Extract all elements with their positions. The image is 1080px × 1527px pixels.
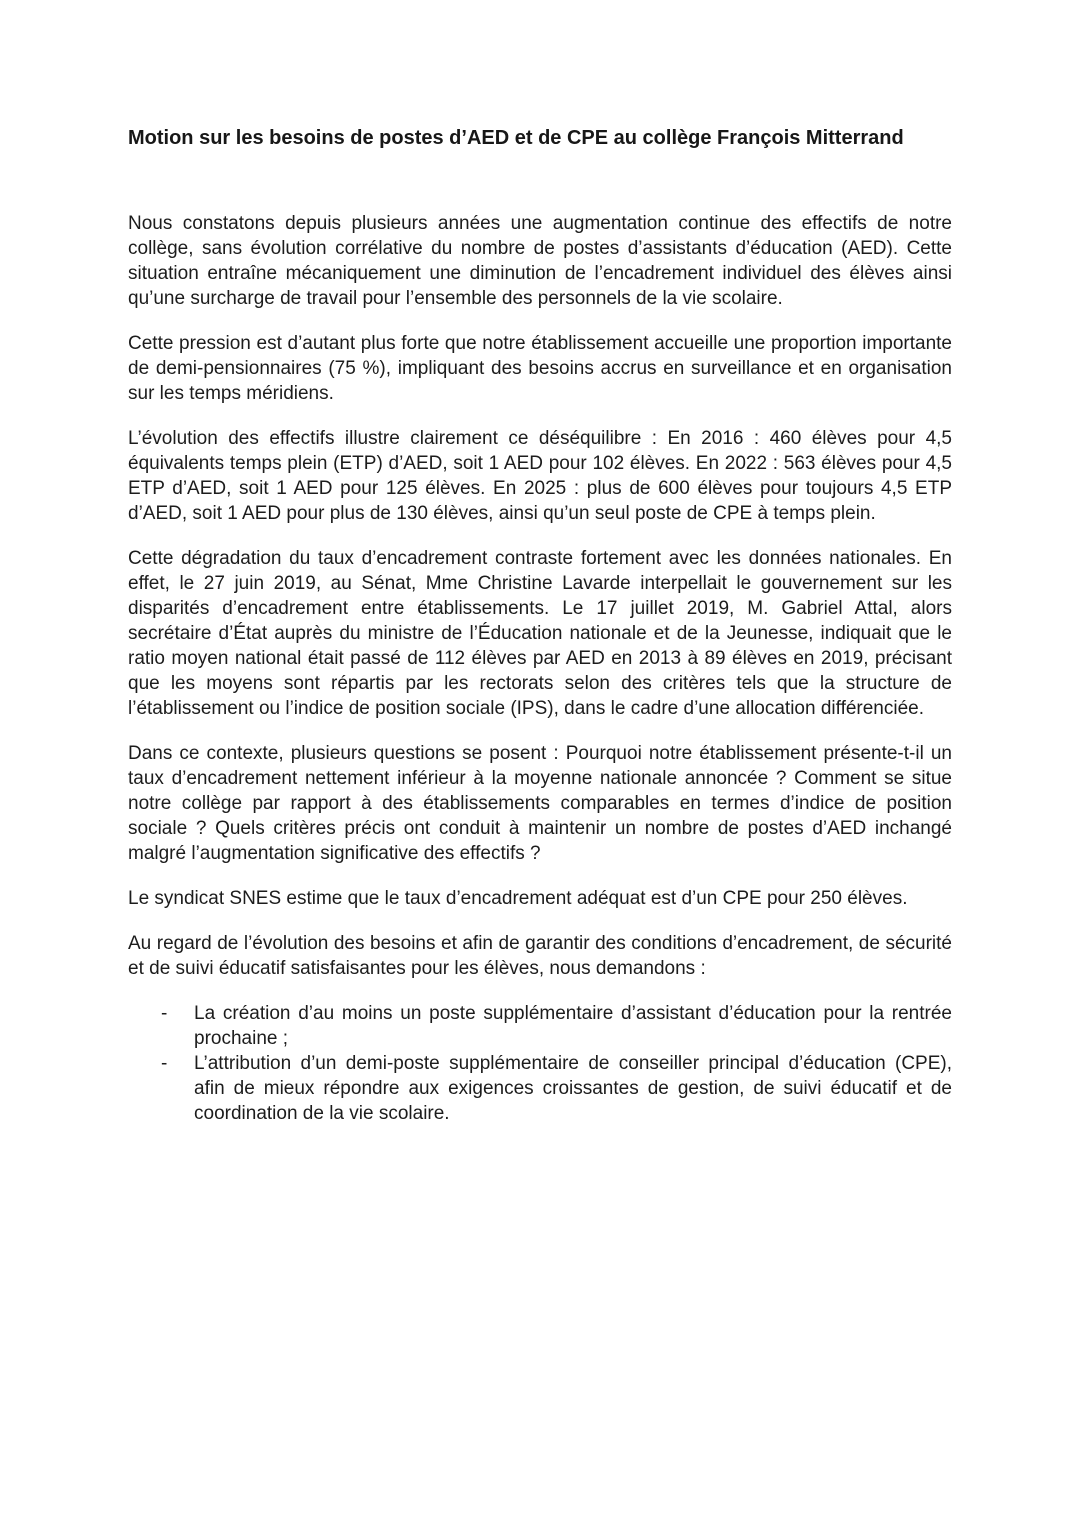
demands-list [128,1001,952,1126]
list-item-text: La création d’au moins un poste supplémentaire d’assistant d’éducation pour la rentrée prochaine ; [194,1003,952,1049]
paragraph-snes: Le syndicat SNES estime que le taux d’encadrement adéquat est d’un CPE pour 250 élèves. [128,888,908,909]
paragraph-donnees-nationales: Cette dégradation du taux d’encadrement contraste fortement avec les données nationales. En effet, le 27 juin 2019, au Sénat, Mme Christine Lavarde interpellait le gouvernement sur les disparités d’encadrement entre établissements. Le 17 juillet 2019, M. Gabriel Attal, alors secrétaire d’État auprès du ministre de l’Éducation nationale et de la Jeunesse, indiquait que le ratio moyen national était passé de 112 élèves par AED en 2013 à 89 élèves en 2019, précisant que les moyens sont répartis par les rectorats selon des critères tels que la structure de l’établissement ou l’indice de position sociale (IPS), dans le cadre d’une allocation différenciée. [128,548,952,719]
list-item-demi-poste-cpe [128,1051,952,1126]
paragraph-questions: Dans ce contexte, plusieurs questions se posent : Pourquoi notre établissement présente-t-il un taux d’encadrement nettement inférieur à la moyenne nationale annoncée ? Comment se situe notre collège par rapport à des établissements comparables en termes d’indice de position sociale ? Quels critères précis ont conduit à maintenir un nombre de postes d’AED inchangé malgré l’augmentation significative des effectifs ? [128,743,952,864]
list-dash-marker: - [161,1053,168,1074]
list-dash-marker: - [161,1003,168,1024]
document-title: Motion sur les besoins de postes d’AED et de CPE au collège François Mitterrand [128,127,904,149]
list-item-creation-poste-aed [128,1001,952,1051]
paragraph-demandes-intro: Au regard de l’évolution des besoins et afin de garantir des conditions d’encadrement, de sécurité et de suivi éducatif satisfaisantes pour les élèves, nous demandons : [128,933,952,979]
paragraph-intro: Nous constatons depuis plusieurs années une augmentation continue des effectifs de notre collège, sans évolution corrélative du nombre de postes d’assistants d’éducation (AED). Cette situation entraîne mécaniquement une diminution de l’encadrement individuel des élèves ainsi qu’une surcharge de travail pour l’ensemble des personnels de la vie scolaire. [128,213,952,309]
list-item-text: L’attribution d’un demi-poste supplémentaire de conseiller principal d’éducation (CPE), afin de mieux répondre aux exigences croissantes de gestion, de suivi éducatif et de coordination de la vie scolaire. [194,1053,952,1124]
paragraph-demi-pensionnaires: Cette pression est d’autant plus forte que notre établissement accueille une proportion importante de demi-pensionnaires (75 %), impliquant des besoins accrus en surveillance et en organisation sur les temps méridiens. [128,333,952,404]
paragraph-evolution-effectifs: L’évolution des effectifs illustre clairement ce déséquilibre : En 2016 : 460 élèves pour 4,5 équivalents temps plein (ETP) d’AED, soit 1 AED pour 102 élèves. En 2022 : 563 élèves pour 4,5 ETP d’AED, soit 1 AED pour 125 élèves. En 2025 : plus de 600 élèves pour toujours 4,5 ETP d’AED, soit 1 AED pour plus de 130 élèves, ainsi qu’un seul poste de CPE à temps plein. [128,428,952,524]
